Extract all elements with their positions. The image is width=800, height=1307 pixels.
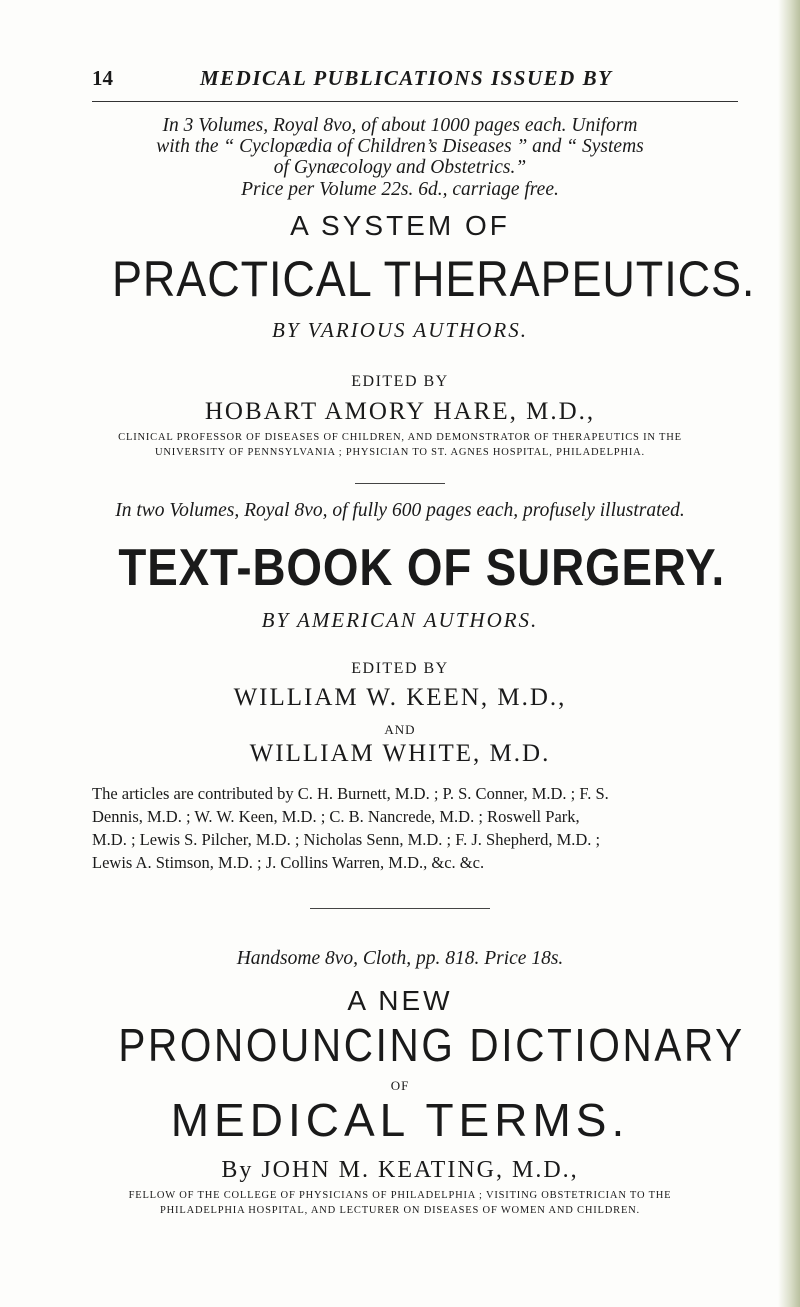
therapeutics-credentials-line1: CLINICAL PROFESSOR OF DISEASES OF CHILDREN, AND DEMONSTRATOR OF THERAPEUTICS IN THE bbox=[118, 432, 682, 443]
therapeutics-byline: BY VARIOUS AUTHORS. bbox=[272, 318, 528, 342]
surgery-edited-by: EDITED BY bbox=[351, 660, 449, 677]
therapeutics-price: Price per Volume 22s. 6d., carriage free. bbox=[241, 179, 559, 200]
surgery-contributors bbox=[92, 782, 734, 874]
surgery-editor-white: WILLIAM WHITE, M.D. bbox=[249, 740, 551, 767]
therapeutics-editor: HOBART AMORY HARE, M.D., bbox=[204, 398, 596, 425]
therapeutics-intro-line2: with the “ Cyclopædia of Children’s Diseases ” and “ Systems bbox=[156, 136, 644, 157]
dictionary-credentials-line1: FELLOW OF THE COLLEGE OF PHYSICIANS OF PHILADELPHIA ; VISITING OBSTETRICIAN TO THE bbox=[128, 1190, 672, 1201]
contributors-line2: Dennis, M.D. ; W. W. Keen, M.D. ; C. B. Nancrede, M.D. ; Roswell Park, bbox=[92, 807, 580, 826]
header-rule bbox=[92, 101, 738, 102]
section-divider bbox=[310, 908, 490, 909]
running-title: MEDICAL PUBLICATIONS ISSUED BY bbox=[200, 66, 613, 90]
therapeutics-intro-line1: In 3 Volumes, Royal 8vo, of about 1000 pages each. Uniform bbox=[162, 115, 638, 136]
surgery-intro: In two Volumes, Royal 8vo, of fully 600 pages each, profusely illustrated. bbox=[115, 500, 685, 521]
dictionary-of: OF bbox=[390, 1078, 410, 1093]
dictionary-credentials-line2: PHILADELPHIA HOSPITAL, AND LECTURER ON DISEASES OF WOMEN AND CHILDREN. bbox=[160, 1205, 640, 1216]
surgery-editor-keen: WILLIAM W. KEEN, M.D., bbox=[233, 684, 567, 711]
page-number: 14 bbox=[92, 66, 113, 90]
surgery-title: TEXT-BOOK OF SURGERY. bbox=[118, 539, 726, 597]
therapeutics-intro-line3: of Gynæcology and Obstetrics.” bbox=[273, 157, 527, 178]
dictionary-title-medical-terms: MEDICAL TERMS. bbox=[170, 1094, 630, 1146]
dictionary-title: PRONOUNCING DICTIONARY bbox=[118, 1019, 745, 1071]
therapeutics-title: PRACTICAL THERAPEUTICS. bbox=[112, 251, 756, 307]
section-divider bbox=[355, 483, 445, 484]
page-header bbox=[92, 66, 732, 94]
therapeutics-title-small: A SYSTEM OF bbox=[290, 210, 510, 241]
contributors-line4: Lewis A. Stimson, M.D. ; J. Collins Warren, M.D., &c. &c. bbox=[92, 853, 485, 872]
dictionary-author: By JOHN M. KEATING, M.D., bbox=[221, 1157, 579, 1183]
dictionary-intro: Handsome 8vo, Cloth, pp. 818. Price 18s. bbox=[236, 948, 564, 969]
surgery-and: AND bbox=[384, 722, 416, 737]
surgery-byline: BY AMERICAN AUTHORS. bbox=[261, 608, 539, 632]
therapeutics-credentials-line2: UNIVERSITY OF PENNSYLVANIA ; PHYSICIAN TO ST. AGNES HOSPITAL, PHILADELPHIA. bbox=[155, 447, 645, 458]
contributors-line1: The articles are contributed by C. H. Burnett, M.D. ; P. S. Conner, M.D. ; F. S. bbox=[92, 784, 609, 803]
contributors-line3: M.D. ; Lewis S. Pilcher, M.D. ; Nicholas Senn, M.D. ; F. J. Shepherd, M.D. ; bbox=[92, 830, 601, 849]
dictionary-title-small: A NEW bbox=[347, 985, 453, 1016]
page-edge-shadow bbox=[778, 0, 800, 1307]
therapeutics-edited-by: EDITED BY bbox=[351, 373, 449, 390]
